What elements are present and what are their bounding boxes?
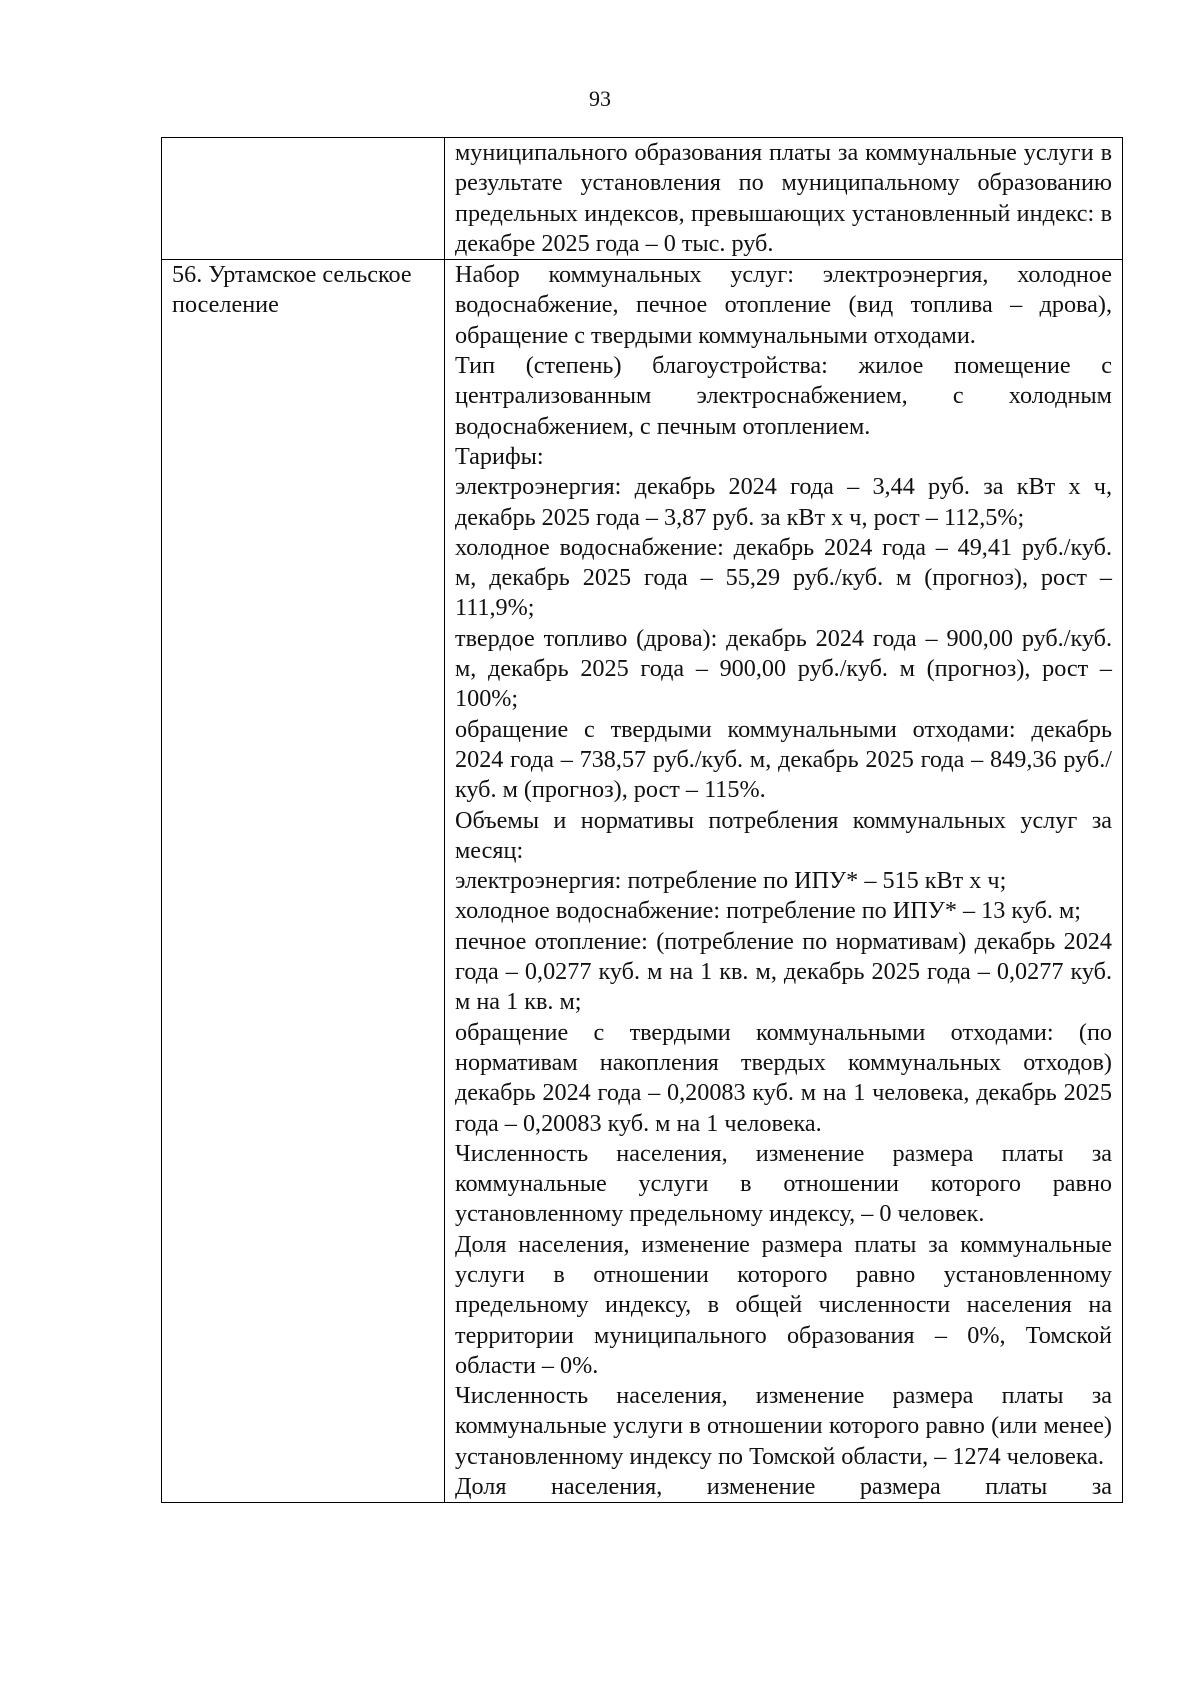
paragraph: твердое топливо (дрова): декабрь 2024 года – 900,00 руб./куб. м, декабрь 2025 года – 900,00 руб./куб. м (прогноз), рост – 100%; (455, 624, 1112, 713)
paragraph: Тарифы: (455, 442, 544, 470)
paragraph: Доля населения, изменение размера платы за (455, 1473, 1112, 1501)
table-row (162, 138, 1123, 260)
paragraph: электроэнергия: декабрь 2024 года – 3,44 руб. за кВт х ч, декабрь 2025 года – 3,87 руб. за кВт х ч, рост – 112,5%; (455, 473, 1112, 531)
paragraph: Численность населения, изменение размера платы за коммунальные услуги в отношении которого равно (или менее) установленному индексу по Томской области, – 1274 человека. (455, 1382, 1112, 1470)
description-cell (445, 260, 1123, 1503)
paragraph: Объемы и нормативы потребления коммунальных услуг за месяц: (455, 806, 1112, 864)
page-number: 93 (589, 86, 611, 111)
paragraph: холодное водоснабжение: декабрь 2024 года – 49,41 руб./куб. м, декабрь 2025 года – 55,29 руб./куб. м (прогноз), рост – 111,9%; (455, 533, 1112, 622)
paragraph: Тип (степень) благоустройства: жилое помещение с централизованным электроснабжением, с холодным водоснабжением, с печным отоплением. (455, 352, 1112, 440)
paragraph: Доля населения, изменение размера платы за коммунальные услуги в отношении которого равно установленному предельному индексу, в общей численности населения на территории муниципального образования – 0%, Томской области – 0%. (455, 1230, 1112, 1379)
paragraph: электроэнергия: потребление по ИПУ* – 515 кВт х ч; (455, 867, 1007, 895)
municipal-data-table (161, 137, 1123, 1503)
paragraph: печное отопление: (потребление по нормативам) декабрь 2024 года – 0,0277 куб. м на 1 кв. м, декабрь 2025 года – 0,0277 куб. м на 1 кв. м; (455, 927, 1112, 1016)
settlement-name-cell: 56. Уртамское сельское поселение (162, 260, 445, 1503)
table-row (162, 260, 1123, 1503)
paragraph: обращение с твердыми коммунальными отходами: декабрь 2024 года – 738,57 руб./куб. м, декабрь 2025 года – 849,36 руб./куб. м (прогноз), рост – 115%. (455, 715, 1112, 804)
paragraph: обращение с твердыми коммунальными отходами: (по нормативам накопления твердых коммунальных отходов) декабрь 2024 года – 0,20083 куб. м на 1 человека, декабрь 2025 года – 0,20083 куб. м на 1 человека. (455, 1018, 1112, 1137)
paragraph: Численность населения, изменение размера платы за коммунальные услуги в отношении которого равно установленному предельному индексу, – 0 человек. (455, 1139, 1112, 1228)
paragraph: Набор коммунальных услуг: электроэнергия, холодное водоснабжение, печное отопление (вид топлива – дрова), обращение с твердыми коммунальными отходами. (455, 261, 1112, 349)
paragraph: муниципального образования платы за коммунальные услуги в результате установления по муниципальному образованию предельных индексов, превышающих установленный индекс: в декабре 2025 года – 0 тыс. руб. (455, 139, 1112, 257)
description-cell (445, 138, 1123, 260)
settlement-name-cell (162, 138, 445, 260)
paragraph: холодное водоснабжение: потребление по ИПУ* – 13 куб. м; (455, 897, 1081, 925)
